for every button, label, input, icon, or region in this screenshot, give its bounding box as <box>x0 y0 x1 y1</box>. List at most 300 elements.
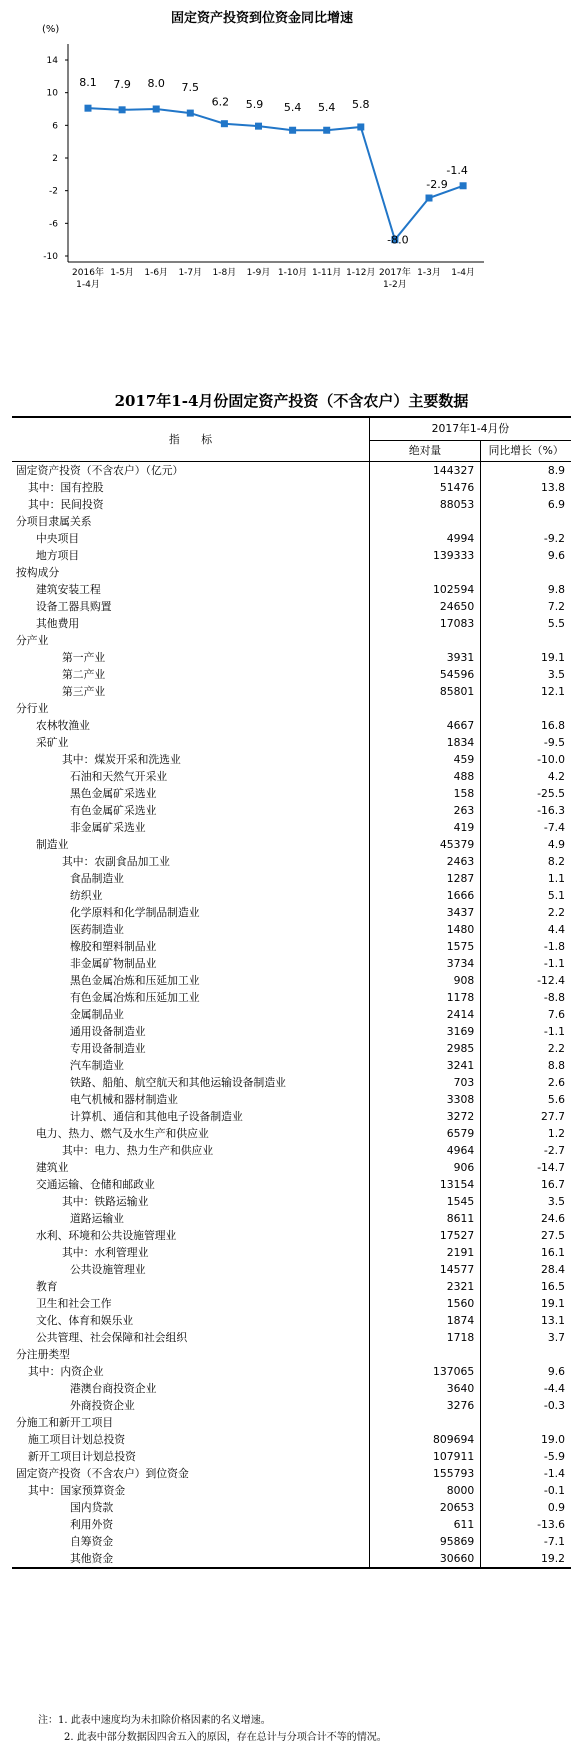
row-growth-rate: 3.5 <box>481 666 571 683</box>
row-absolute-value: 20653 <box>369 1499 480 1516</box>
row-growth-rate: 8.9 <box>481 462 571 480</box>
row-growth-rate: -1.1 <box>481 955 571 972</box>
row-growth-rate: 2.2 <box>481 1040 571 1057</box>
row-indicator: 分项目隶属关系 <box>16 515 92 528</box>
y-tick-label: 14 <box>46 56 58 66</box>
table-row <box>12 1516 571 1533</box>
row-absolute-value: 1545 <box>369 1193 480 1210</box>
table-row <box>12 1108 571 1125</box>
row-absolute-value: 3931 <box>369 649 480 666</box>
row-growth-rate: 5.1 <box>481 887 571 904</box>
table-row <box>12 853 571 870</box>
row-absolute-value: 158 <box>369 785 480 802</box>
row-indicator: 水利、环境和公共设施管理业 <box>36 1229 177 1242</box>
table-row <box>12 870 571 887</box>
table-row <box>12 666 571 683</box>
row-absolute-value <box>369 1346 480 1363</box>
row-absolute-value: 2321 <box>369 1278 480 1295</box>
row-indicator: 专用设备制造业 <box>70 1042 146 1055</box>
x-tick-label: 1-5月 <box>110 268 134 278</box>
row-growth-rate <box>481 1414 571 1431</box>
data-label: 8.0 <box>147 77 165 90</box>
row-growth-rate: 0.9 <box>481 1499 571 1516</box>
row-growth-rate: 6.9 <box>481 496 571 513</box>
row-growth-rate: -25.5 <box>481 785 571 802</box>
y-axis-unit: (%) <box>42 24 60 35</box>
row-indicator: 中央项目 <box>36 532 80 545</box>
row-absolute-value: 30660 <box>369 1550 480 1568</box>
row-indicator: 其中：水利管理业 <box>62 1246 149 1259</box>
row-indicator: 卫生和社会工作 <box>36 1297 112 1310</box>
data-point <box>255 123 262 130</box>
row-growth-rate: -5.9 <box>481 1448 571 1465</box>
row-indicator: 其中：农副食品加工业 <box>62 855 170 868</box>
row-absolute-value: 3437 <box>369 904 480 921</box>
y-tick-label: -6 <box>49 219 58 230</box>
table-row <box>12 972 571 989</box>
footnotes <box>38 1712 568 1746</box>
row-growth-rate <box>481 632 571 649</box>
data-point <box>119 106 126 113</box>
row-absolute-value: 17083 <box>369 615 480 632</box>
row-growth-rate: 16.1 <box>481 1244 571 1261</box>
data-point <box>460 182 467 189</box>
table-row <box>12 1091 571 1108</box>
table-row <box>12 1057 571 1074</box>
row-indicator: 分产业 <box>16 634 49 647</box>
data-point <box>357 123 364 130</box>
table-row <box>12 564 571 581</box>
row-growth-rate: 5.5 <box>481 615 571 632</box>
table-row <box>12 1210 571 1227</box>
row-absolute-value: 1560 <box>369 1295 480 1312</box>
row-growth-rate: 1.1 <box>481 870 571 887</box>
row-indicator: 道路运输业 <box>70 1212 124 1225</box>
row-indicator: 石油和天然气开采业 <box>70 770 168 783</box>
row-growth-rate: -16.3 <box>481 802 571 819</box>
row-growth-rate: -12.4 <box>481 972 571 989</box>
table-row <box>12 785 571 802</box>
table-row <box>12 462 571 480</box>
table-title: 2017年1-4月份固定资产投资（不含农户）主要数据 <box>114 392 469 410</box>
row-absolute-value: 1874 <box>369 1312 480 1329</box>
table-row <box>12 802 571 819</box>
data-label: 5.9 <box>245 98 264 112</box>
data-label: 5.8 <box>352 97 370 111</box>
row-growth-rate: 16.7 <box>481 1176 571 1193</box>
row-indicator: 纺织业 <box>70 889 103 902</box>
table-row <box>12 1550 571 1568</box>
row-growth-rate <box>481 564 571 581</box>
row-absolute-value: 144327 <box>369 462 480 480</box>
x-tick-label: 1-6月 <box>144 268 169 278</box>
row-indicator: 第二产业 <box>62 668 106 681</box>
row-growth-rate: 3.7 <box>481 1329 571 1346</box>
row-indicator: 通用设备制造业 <box>70 1025 146 1038</box>
row-indicator: 电力、热力、燃气及水生产和供应业 <box>36 1127 209 1140</box>
header-pct: 同比增长（%） <box>481 441 571 462</box>
row-absolute-value: 139333 <box>369 547 480 564</box>
row-growth-rate <box>481 1346 571 1363</box>
row-indicator: 固定资产投资（不含农户）到位资金 <box>16 1467 189 1480</box>
row-absolute-value: 137065 <box>369 1363 480 1380</box>
table-row <box>12 615 571 632</box>
row-indicator: 港澳台商投资企业 <box>70 1382 157 1395</box>
data-label: -8.0 <box>387 233 409 247</box>
chart-title: 固定资产投资到位资金同比增速 <box>170 11 354 26</box>
table-row <box>12 1074 571 1091</box>
row-growth-rate: 8.2 <box>481 853 571 870</box>
row-absolute-value: 3308 <box>369 1091 480 1108</box>
table-row <box>12 887 571 904</box>
row-growth-rate: 1.2 <box>481 1125 571 1142</box>
row-indicator: 采矿业 <box>36 736 69 749</box>
row-absolute-value <box>369 513 480 530</box>
row-indicator: 黑色金属矿采选业 <box>70 787 157 800</box>
row-indicator: 橡胶和塑料制品业 <box>70 940 157 953</box>
row-absolute-value: 88053 <box>369 496 480 513</box>
row-absolute-value: 45379 <box>369 836 480 853</box>
table-row <box>12 1142 571 1159</box>
row-indicator: 农林牧渔业 <box>36 719 90 732</box>
row-indicator: 按构成分 <box>16 566 60 579</box>
row-absolute-value: 8611 <box>369 1210 480 1227</box>
row-absolute-value: 1178 <box>369 989 480 1006</box>
table-row <box>12 734 571 751</box>
series-line <box>88 108 463 239</box>
data-label: -1.4 <box>446 163 468 177</box>
row-growth-rate: -0.1 <box>481 1482 571 1499</box>
data-point <box>153 106 160 113</box>
y-tick-label: -10 <box>43 252 58 262</box>
row-absolute-value: 3169 <box>369 1023 480 1040</box>
row-absolute-value: 263 <box>369 802 480 819</box>
row-indicator: 地方项目 <box>36 549 80 562</box>
row-absolute-value: 54596 <box>369 666 480 683</box>
x-tick-label: 2017年 1-2月 <box>378 268 411 290</box>
table-row <box>12 955 571 972</box>
row-growth-rate: 19.1 <box>481 1295 571 1312</box>
table-row <box>12 938 571 955</box>
table-row <box>12 1465 571 1482</box>
row-growth-rate: 16.5 <box>481 1278 571 1295</box>
row-growth-rate: 4.4 <box>481 921 571 938</box>
table-row <box>12 989 571 1006</box>
row-indicator: 汽车制造业 <box>70 1059 124 1072</box>
table-row <box>12 632 571 649</box>
data-point <box>289 127 296 134</box>
row-indicator: 其中：国家预算资金 <box>28 1484 126 1497</box>
footnote-2: 2. 此表中部分数据因四舍五入的原因，存在总计与分项合计不等的情况。 <box>64 1732 387 1743</box>
data-point <box>221 120 228 127</box>
row-absolute-value: 95869 <box>369 1533 480 1550</box>
row-absolute-value: 3276 <box>369 1397 480 1414</box>
row-indicator: 其中：煤炭开采和洗选业 <box>62 753 181 766</box>
row-absolute-value: 611 <box>369 1516 480 1533</box>
row-indicator: 公共设施管理业 <box>70 1263 146 1276</box>
row-indicator: 金属制品业 <box>70 1008 124 1021</box>
row-indicator: 第三产业 <box>62 685 106 698</box>
row-indicator: 铁路、船舶、航空航天和其他运输设备制造业 <box>70 1076 286 1089</box>
row-indicator: 黑色金属冶炼和压延加工业 <box>70 974 200 987</box>
table-row <box>12 1363 571 1380</box>
table-row <box>12 479 571 496</box>
row-absolute-value: 51476 <box>369 479 480 496</box>
row-growth-rate: 2.2 <box>481 904 571 921</box>
data-label: 6.2 <box>211 95 230 109</box>
table-row <box>12 700 571 717</box>
row-growth-rate: 13.8 <box>481 479 571 496</box>
row-growth-rate: -9.5 <box>481 734 571 751</box>
row-growth-rate: -13.6 <box>481 1516 571 1533</box>
row-absolute-value: 1666 <box>369 887 480 904</box>
row-indicator: 公共管理、社会保障和社会组织 <box>36 1331 188 1344</box>
growth-line-chart <box>0 0 583 310</box>
row-absolute-value: 8000 <box>369 1482 480 1499</box>
row-growth-rate: 24.6 <box>481 1210 571 1227</box>
table-row <box>12 683 571 700</box>
table-row <box>12 530 571 547</box>
row-indicator: 其他资金 <box>12 1550 369 1568</box>
row-growth-rate: -14.7 <box>481 1159 571 1176</box>
row-indicator: 国内贷款 <box>70 1501 114 1514</box>
table-row <box>12 1040 571 1057</box>
x-tick-label: 1-7月 <box>178 268 203 278</box>
row-indicator: 食品制造业 <box>70 872 124 885</box>
row-growth-rate: -9.2 <box>481 530 571 547</box>
row-indicator: 自筹资金 <box>70 1535 114 1548</box>
row-growth-rate: -8.8 <box>481 989 571 1006</box>
row-absolute-value: 14577 <box>369 1261 480 1278</box>
row-absolute-value: 488 <box>369 768 480 785</box>
header-indicator: 指 标 <box>12 417 369 462</box>
row-indicator: 建筑业 <box>36 1161 69 1174</box>
x-tick-label: 1-9月 <box>246 268 271 278</box>
data-label: 7.5 <box>181 81 200 95</box>
row-indicator: 电气机械和器材制造业 <box>70 1093 178 1106</box>
row-absolute-value <box>369 564 480 581</box>
data-point <box>426 195 433 202</box>
row-indicator: 教育 <box>36 1280 58 1293</box>
row-growth-rate: 9.8 <box>481 581 571 598</box>
row-indicator: 其中：民间投资 <box>28 498 104 511</box>
row-absolute-value: 3734 <box>369 955 480 972</box>
table-row <box>12 1023 571 1040</box>
table-row <box>12 751 571 768</box>
row-indicator: 固定资产投资（不含农户）（亿元） <box>16 464 184 477</box>
row-indicator: 建筑安装工程 <box>36 583 101 596</box>
table-row <box>12 1346 571 1363</box>
row-growth-rate: -10.0 <box>481 751 571 768</box>
footnote-1: 注：1. 此表中速度均为未扣除价格因素的名义增速。 <box>38 1715 271 1726</box>
row-indicator: 其中：内资企业 <box>28 1365 104 1378</box>
row-growth-rate: 13.1 <box>481 1312 571 1329</box>
row-growth-rate: -7.1 <box>481 1533 571 1550</box>
row-absolute-value: 85801 <box>369 683 480 700</box>
x-tick-label: 1-8月 <box>212 268 237 278</box>
row-absolute-value: 1834 <box>369 734 480 751</box>
row-indicator: 其中：铁路运输业 <box>62 1195 149 1208</box>
row-absolute-value: 1718 <box>369 1329 480 1346</box>
row-absolute-value: 3241 <box>369 1057 480 1074</box>
row-indicator: 其他费用 <box>36 617 80 630</box>
row-indicator: 化学原料和化学制品制造业 <box>70 906 200 919</box>
row-indicator: 第一产业 <box>62 651 106 664</box>
row-indicator: 计算机、通信和其他电子设备制造业 <box>70 1110 243 1123</box>
table-row <box>12 1482 571 1499</box>
x-tick-label: 2016年 1-4月 <box>72 268 104 290</box>
row-absolute-value: 3640 <box>369 1380 480 1397</box>
table-row <box>12 1295 571 1312</box>
row-growth-rate: 2.6 <box>481 1074 571 1091</box>
row-growth-rate: 19.2 <box>481 1550 571 1568</box>
row-absolute-value: 4667 <box>369 717 480 734</box>
row-absolute-value: 1287 <box>369 870 480 887</box>
row-growth-rate: -2.7 <box>481 1142 571 1159</box>
row-growth-rate: 3.5 <box>481 1193 571 1210</box>
table-row <box>12 717 571 734</box>
row-indicator: 新开工项目计划总投资 <box>28 1450 136 1463</box>
row-growth-rate: -1.1 <box>481 1023 571 1040</box>
data-label: 5.4 <box>283 101 302 115</box>
row-growth-rate: 4.9 <box>481 836 571 853</box>
row-growth-rate: 7.6 <box>481 1006 571 1023</box>
row-absolute-value: 3272 <box>369 1108 480 1125</box>
row-indicator: 其中：电力、热力生产和供应业 <box>62 1144 214 1157</box>
row-indicator: 分施工和新开工项目 <box>16 1416 114 1429</box>
row-absolute-value: 2463 <box>369 853 480 870</box>
table-row <box>12 1431 571 1448</box>
row-absolute-value <box>369 700 480 717</box>
table-row <box>12 1533 571 1550</box>
table-row <box>12 1448 571 1465</box>
row-absolute-value: 107911 <box>369 1448 480 1465</box>
row-absolute-value: 2191 <box>369 1244 480 1261</box>
row-absolute-value: 703 <box>369 1074 480 1091</box>
row-absolute-value: 4964 <box>369 1142 480 1159</box>
table-row <box>12 1414 571 1431</box>
row-growth-rate: -7.4 <box>481 819 571 836</box>
x-tick-label: 1-4月 <box>451 268 475 278</box>
row-growth-rate: 9.6 <box>481 1363 571 1380</box>
row-growth-rate: 8.8 <box>481 1057 571 1074</box>
table-row <box>12 649 571 666</box>
header-abs: 绝对量 <box>369 441 480 462</box>
data-label: 7.9 <box>113 77 131 91</box>
row-absolute-value: 459 <box>369 751 480 768</box>
table-row <box>12 1499 571 1516</box>
row-absolute-value: 809694 <box>369 1431 480 1448</box>
table-row <box>12 1193 571 1210</box>
row-indicator: 其中：国有控股 <box>28 481 104 494</box>
data-label: 8.1 <box>79 76 97 90</box>
row-indicator: 医药制造业 <box>70 923 124 936</box>
x-tick-label: 1-3月 <box>417 268 441 278</box>
table-row <box>12 1329 571 1346</box>
x-tick-label: 1-11月 <box>311 268 342 278</box>
row-absolute-value: 24650 <box>369 598 480 615</box>
row-indicator: 施工项目计划总投资 <box>28 1433 126 1446</box>
table-row <box>12 1244 571 1261</box>
data-label: 5.4 <box>317 101 336 115</box>
table-row <box>12 1397 571 1414</box>
row-growth-rate: 19.0 <box>481 1431 571 1448</box>
row-indicator: 交通运输、仓储和邮政业 <box>36 1178 155 1191</box>
data-table <box>12 416 571 1569</box>
table-row <box>12 1006 571 1023</box>
row-indicator: 外商投资企业 <box>70 1399 135 1412</box>
row-indicator: 有色金属矿采选业 <box>70 804 157 817</box>
data-label: -2.9 <box>426 178 448 192</box>
row-absolute-value <box>369 632 480 649</box>
row-growth-rate: -1.4 <box>481 1465 571 1482</box>
table-row <box>12 547 571 564</box>
table-row <box>12 581 571 598</box>
row-growth-rate: 4.2 <box>481 768 571 785</box>
header-period: 2017年1-4月份 <box>369 417 571 441</box>
table-row <box>12 836 571 853</box>
row-growth-rate: 7.2 <box>481 598 571 615</box>
row-growth-rate: -0.3 <box>481 1397 571 1414</box>
row-growth-rate: 28.4 <box>481 1261 571 1278</box>
row-indicator: 非金属矿采选业 <box>70 821 146 834</box>
table-row <box>12 1227 571 1244</box>
row-absolute-value <box>369 1414 480 1431</box>
row-absolute-value: 155793 <box>369 1465 480 1482</box>
row-indicator: 分行业 <box>16 702 49 715</box>
y-tick-label: 6 <box>52 121 58 132</box>
row-growth-rate: -1.8 <box>481 938 571 955</box>
data-point <box>187 110 194 117</box>
table-row <box>12 1278 571 1295</box>
x-tick-label: 1-10月 <box>277 268 308 278</box>
row-growth-rate: 27.7 <box>481 1108 571 1125</box>
y-tick-label: 2 <box>52 154 58 164</box>
data-point <box>85 105 92 112</box>
table-row <box>12 1176 571 1193</box>
row-absolute-value: 6579 <box>369 1125 480 1142</box>
data-point <box>323 127 330 134</box>
row-absolute-value: 1480 <box>369 921 480 938</box>
row-growth-rate: 12.1 <box>481 683 571 700</box>
row-absolute-value: 13154 <box>369 1176 480 1193</box>
row-growth-rate: 27.5 <box>481 1227 571 1244</box>
row-absolute-value: 17527 <box>369 1227 480 1244</box>
table-row <box>12 598 571 615</box>
table-row <box>12 921 571 938</box>
row-absolute-value: 908 <box>369 972 480 989</box>
row-indicator: 设备工器具购置 <box>36 600 112 613</box>
table-row <box>12 1125 571 1142</box>
row-indicator: 文化、体育和娱乐业 <box>36 1314 134 1327</box>
row-growth-rate: 5.6 <box>481 1091 571 1108</box>
row-absolute-value: 4994 <box>369 530 480 547</box>
row-growth-rate: 19.1 <box>481 649 571 666</box>
row-absolute-value: 419 <box>369 819 480 836</box>
table-row <box>12 1159 571 1176</box>
row-growth-rate: 16.8 <box>481 717 571 734</box>
row-growth-rate <box>481 700 571 717</box>
table-row <box>12 496 571 513</box>
row-indicator: 制造业 <box>36 838 69 851</box>
table-row <box>12 768 571 785</box>
table-row <box>12 819 571 836</box>
row-indicator: 分注册类型 <box>16 1348 70 1361</box>
y-tick-label: -2 <box>49 186 58 197</box>
row-absolute-value: 906 <box>369 1159 480 1176</box>
row-indicator: 非金属矿物制品业 <box>70 957 157 970</box>
row-growth-rate <box>481 513 571 530</box>
